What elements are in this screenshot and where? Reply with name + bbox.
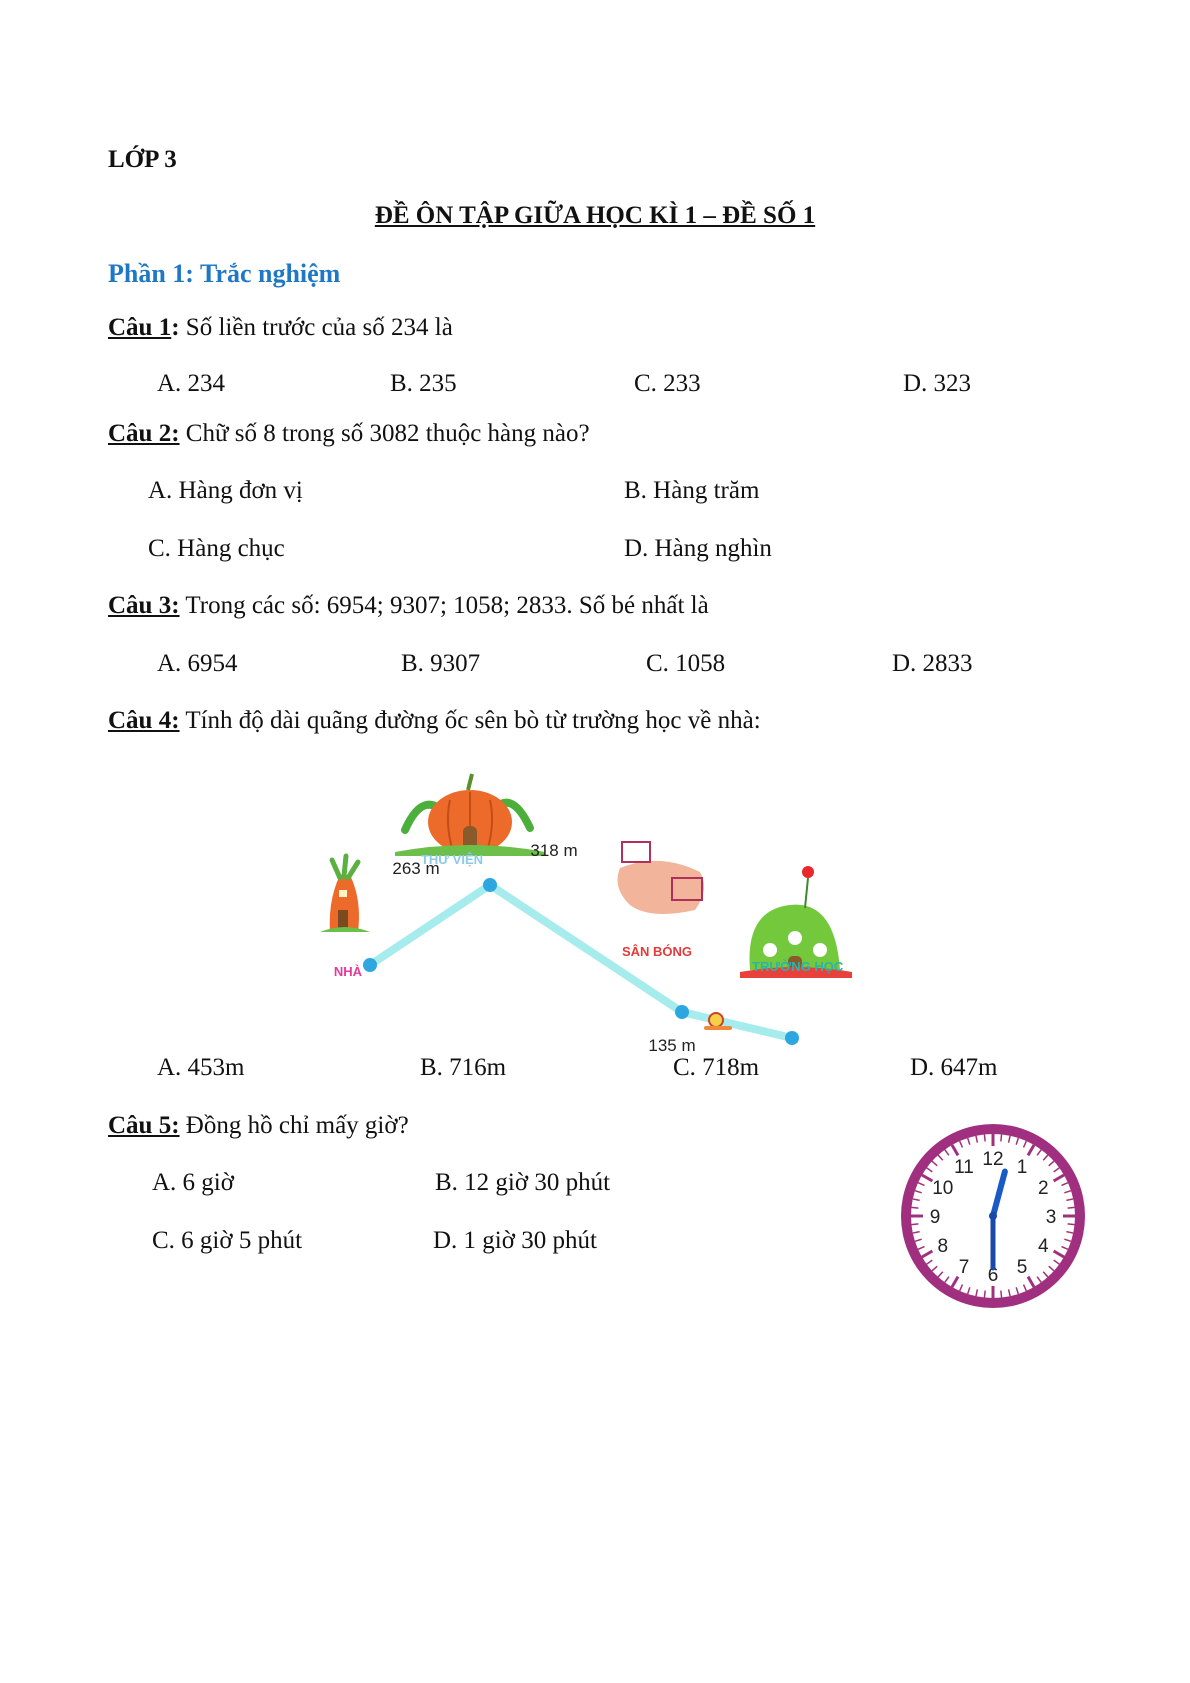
question-2-label: Câu 2: [108, 420, 180, 447]
q2-option-d[interactable]: D. Hàng nghìn [624, 535, 772, 562]
clock-number: 4 [1037, 1236, 1049, 1257]
q3-option-b[interactable]: B. 9307 [401, 650, 481, 677]
question-5-label: Câu 5: [108, 1112, 180, 1139]
question-1-colon: : [171, 314, 180, 341]
grade-label: LỚP 3 [108, 146, 177, 173]
q4-option-d[interactable]: D. 647m [910, 1054, 998, 1081]
section-heading: Phần 1: Trắc nghiệm [108, 259, 341, 288]
clock-tick [1001, 1134, 1002, 1141]
clock-number: 8 [937, 1236, 949, 1257]
q1-option-c[interactable]: C. 233 [634, 370, 701, 397]
question-4-label: Câu 4: [108, 707, 180, 734]
clock-number: 10 [932, 1178, 954, 1199]
library-point [483, 878, 497, 892]
question-1-label: Câu 1 [108, 314, 172, 341]
question-3-text: Trong các số: 6954; 9307; 1058; 2833. Số bé nhất là [179, 592, 709, 619]
q3-option-a[interactable]: A. 6954 [157, 650, 238, 677]
question-4-text: Tính độ dài quãng đường ốc sên bò từ trường học về nhà: [179, 707, 761, 734]
q1-option-b[interactable]: B. 235 [390, 370, 457, 397]
school-label: TRƯỜNG HỌC [752, 959, 844, 974]
library-label: THƯ VIỆN [420, 852, 484, 867]
q1-option-d[interactable]: D. 323 [903, 370, 972, 397]
q3-option-c[interactable]: C. 1058 [646, 650, 726, 677]
clock-number: 2 [1037, 1178, 1049, 1199]
q2-option-c[interactable]: C. Hàng chục [148, 535, 285, 562]
question-1 [108, 312, 453, 344]
q3-option-d[interactable]: D. 2833 [892, 650, 973, 677]
school-point [785, 1031, 799, 1045]
distance-field-school: 135 m [648, 1036, 696, 1055]
clock-tick [911, 1224, 918, 1225]
clock-number: 1 [1016, 1156, 1028, 1178]
q5-option-d[interactable]: D. 1 giờ 30 phút [433, 1227, 597, 1254]
clock-number: 3 [1045, 1207, 1057, 1228]
question-2-text: Chữ số 8 trong số 3082 thuộc hàng nào? [179, 420, 590, 447]
question-5 [108, 1110, 409, 1142]
question-3 [108, 590, 709, 622]
q2-option-b[interactable]: B. Hàng trăm [624, 477, 760, 504]
home-label: NHÀ [333, 964, 363, 979]
analog-clock [895, 1118, 1091, 1314]
clock-number: 11 [954, 1156, 974, 1178]
q5-option-a[interactable]: A. 6 giờ [152, 1169, 234, 1196]
snail-route-map [300, 760, 940, 1060]
clock-number: 6 [987, 1265, 999, 1286]
clock-tick [1001, 1291, 1002, 1298]
question-2 [108, 418, 590, 450]
clock-tick [1068, 1207, 1075, 1208]
clock-tick [984, 1134, 985, 1141]
question-1-text: Số liền trước của số 234 là [179, 314, 453, 341]
clock-tick [1068, 1224, 1075, 1225]
q4-option-a[interactable]: A. 453m [157, 1054, 245, 1081]
clock-number: 9 [929, 1207, 941, 1228]
q4-option-b[interactable]: B. 716m [420, 1054, 507, 1081]
clock-number: 7 [958, 1257, 970, 1279]
clock-number: 5 [1016, 1257, 1028, 1279]
distance-library-field: 318 m [530, 841, 578, 860]
q1-option-a[interactable]: A. 234 [157, 370, 226, 397]
carrot-house-icon [320, 856, 370, 932]
home-point [363, 958, 377, 972]
clock-tick [911, 1207, 918, 1208]
q2-option-a[interactable]: A. Hàng đơn vị [148, 477, 303, 504]
q5-option-c[interactable]: C. 6 giờ 5 phút [152, 1227, 303, 1254]
clock-tick [984, 1291, 985, 1298]
question-3-label: Câu 3: [108, 592, 180, 619]
q4-option-c[interactable]: C. 718m [673, 1054, 760, 1081]
field-point [675, 1005, 689, 1019]
clock-number: 12 [982, 1149, 1004, 1170]
football-field-icon [618, 842, 704, 914]
question-5-text: Đồng hồ chỉ mấy giờ? [179, 1112, 409, 1139]
question-4 [108, 705, 761, 737]
page-title: ĐỀ ÔN TẬP GIỮA HỌC KÌ 1 – ĐỀ SỐ 1 [374, 202, 816, 229]
pumpkin-library-icon [395, 774, 545, 856]
field-label: SÂN BÓNG [621, 944, 693, 959]
q5-option-b[interactable]: B. 12 giờ 30 phút [435, 1169, 611, 1196]
distance-home-library: 263 m [392, 859, 440, 878]
clock-center [989, 1212, 997, 1220]
